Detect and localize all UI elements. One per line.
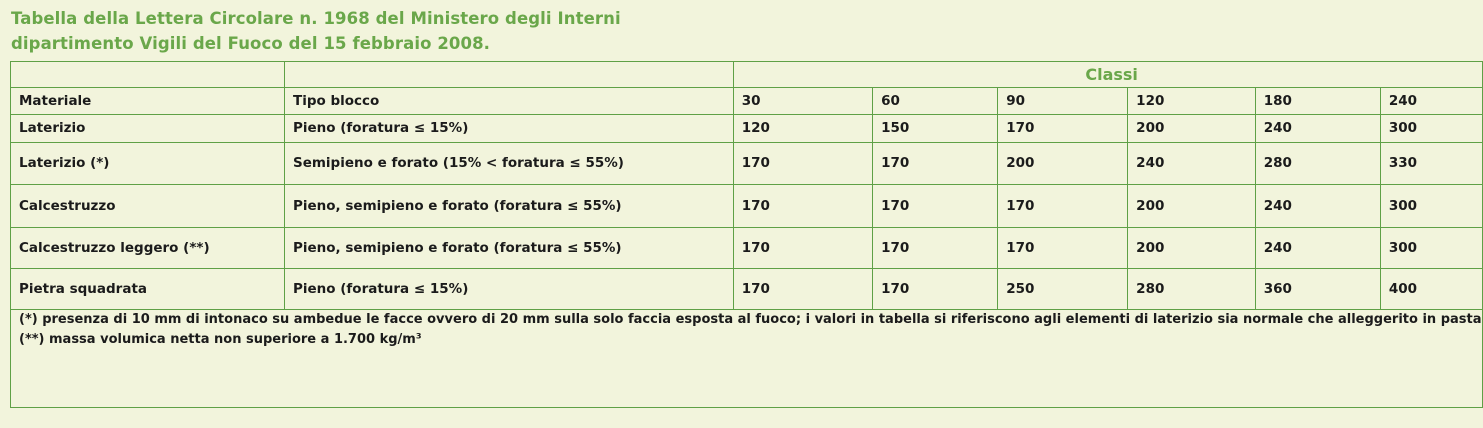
cell-value: 120	[733, 115, 872, 143]
notes-row	[11, 310, 1483, 408]
cell-value: 360	[1255, 269, 1380, 310]
cell-value: 200	[1128, 115, 1256, 143]
title-line-1: Tabella della Lettera Circolare n. 1968 del Ministero degli Interni	[11, 9, 621, 28]
cell-value: 170	[873, 185, 998, 228]
cell-value: 170	[733, 228, 872, 269]
cell-tipo-blocco: Semipieno e forato (15% < foratura ≤ 55%)	[284, 143, 733, 185]
cell-value: 170	[998, 228, 1128, 269]
cell-value: 200	[998, 143, 1128, 185]
cell-value: 170	[873, 269, 998, 310]
cell-value: 240	[1255, 185, 1380, 228]
cell-value: 280	[1128, 269, 1256, 310]
fire-resistance-table	[10, 61, 1483, 408]
notes-cell	[11, 310, 1483, 408]
table-row	[11, 269, 1483, 310]
cell-value: 300	[1380, 228, 1482, 269]
header-tipo-blocco: Tipo blocco	[284, 88, 733, 115]
cell-value: 400	[1380, 269, 1482, 310]
cell-tipo-blocco: Pieno, semipieno e forato (foratura ≤ 55%)	[284, 228, 733, 269]
table-row	[11, 143, 1483, 185]
header-class-180: 180	[1255, 88, 1380, 115]
document-title	[11, 6, 631, 56]
empty-corner-cell	[11, 62, 285, 88]
table-row	[11, 185, 1483, 228]
cell-value: 170	[873, 228, 998, 269]
header-class-60: 60	[873, 88, 998, 115]
cell-value: 250	[998, 269, 1128, 310]
header-class-240: 240	[1380, 88, 1482, 115]
cell-value: 170	[998, 115, 1128, 143]
cell-materiale: Laterizio (*)	[11, 143, 285, 185]
group-header-row	[11, 62, 1483, 88]
column-header-row	[11, 88, 1483, 115]
cell-tipo-blocco: Pieno (foratura ≤ 15%)	[284, 269, 733, 310]
header-class-90: 90	[998, 88, 1128, 115]
cell-materiale: Laterizio	[11, 115, 285, 143]
empty-header-cell	[284, 62, 733, 88]
cell-value: 170	[998, 185, 1128, 228]
table-row	[11, 115, 1483, 143]
cell-value: 170	[733, 269, 872, 310]
footnote-2: (**) massa volumica netta non superiore a 1.700 kg/m³	[19, 331, 422, 347]
title-line-2: dipartimento Vigili del Fuoco del 15 febbraio 2008.	[11, 34, 491, 53]
cell-value: 170	[733, 143, 872, 185]
cell-value: 200	[1128, 228, 1256, 269]
cell-materiale: Pietra squadrata	[11, 269, 285, 310]
cell-value: 300	[1380, 115, 1482, 143]
cell-materiale: Calcestruzzo leggero (**)	[11, 228, 285, 269]
cell-value: 200	[1128, 185, 1256, 228]
table-row	[11, 228, 1483, 269]
cell-value: 170	[733, 185, 872, 228]
cell-value: 280	[1255, 143, 1380, 185]
cell-value: 240	[1128, 143, 1256, 185]
cell-value: 300	[1380, 185, 1482, 228]
cell-value: 150	[873, 115, 998, 143]
cell-tipo-blocco: Pieno, semipieno e forato (foratura ≤ 55%)	[284, 185, 733, 228]
header-class-30: 30	[733, 88, 872, 115]
cell-value: 330	[1380, 143, 1482, 185]
cell-value: 170	[873, 143, 998, 185]
cell-tipo-blocco: Pieno (foratura ≤ 15%)	[284, 115, 733, 143]
cell-materiale: Calcestruzzo	[11, 185, 285, 228]
cell-value: 240	[1255, 228, 1380, 269]
header-materiale: Materiale	[11, 88, 285, 115]
classi-header: Classi	[733, 62, 1482, 88]
cell-value: 240	[1255, 115, 1380, 143]
footnote-1: (*) presenza di 10 mm di intonaco su ambedue le facce ovvero di 20 mm sulla solo faccia esposta al fuoco; i valori in tabella si riferiscono agli elementi di laterizio sia normale che alleggerito in pasta	[19, 312, 1482, 327]
header-class-120: 120	[1128, 88, 1256, 115]
